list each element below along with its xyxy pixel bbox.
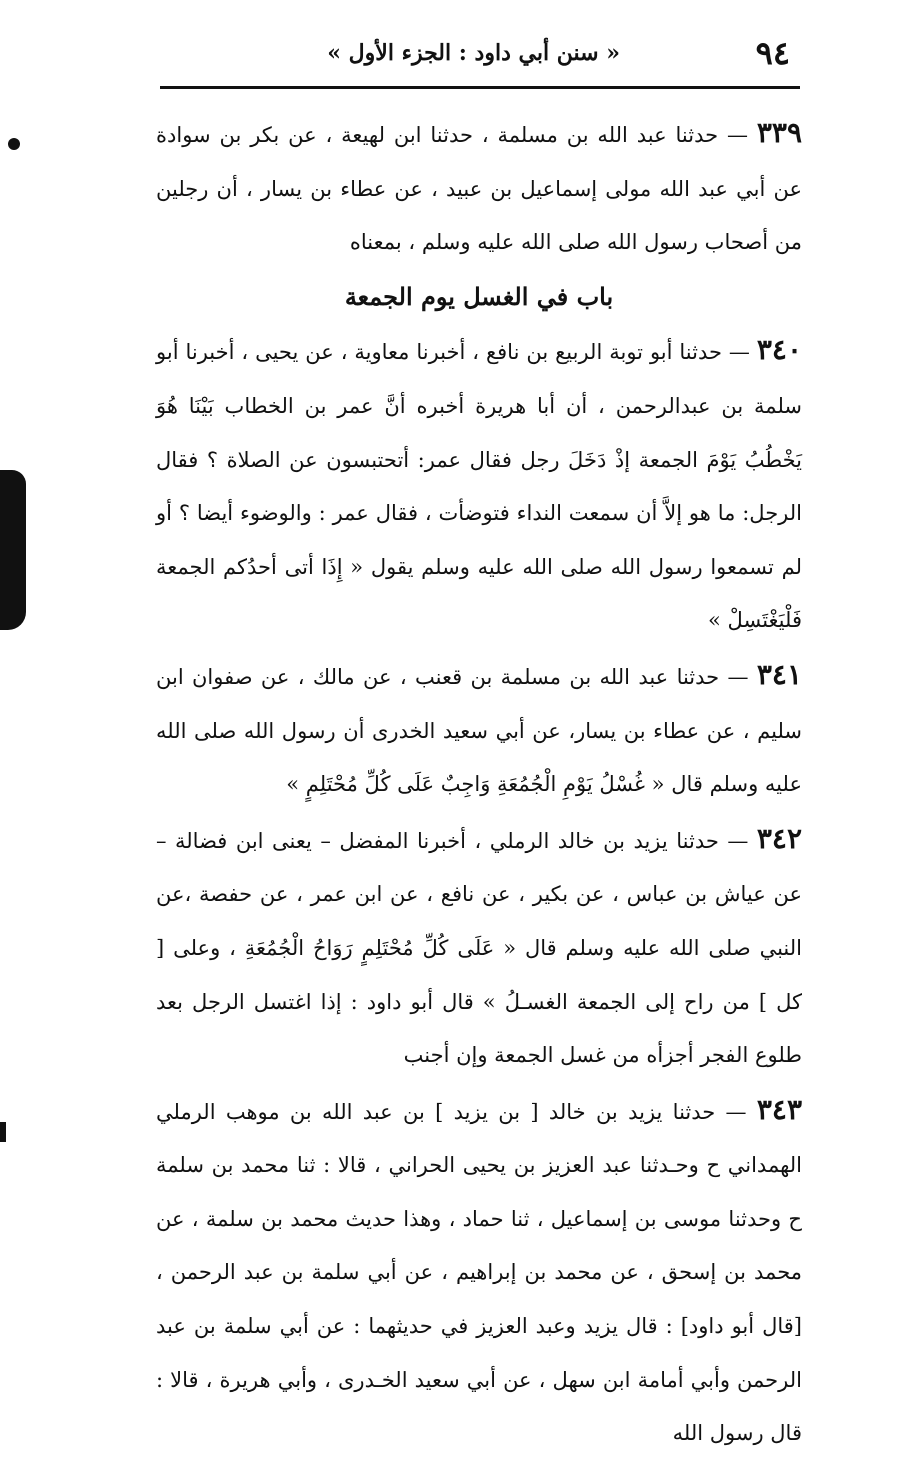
hadith-text: — حدثنا عبد الله بن مسلمة ، حدثنا ابن لهيعة ، عن بكر بن سوادة عن أبي عبد الله مولى إسماعيل بن عبيد ، عن عطاء بن يسار ، أن رجلين من أصحاب رسول الله صلى الله عليه وسلم ، بمعناه: [156, 123, 802, 255]
margin-mark: [8, 138, 20, 150]
margin-tick: [0, 1122, 6, 1142]
hadith-text: — حدثنا يزيد بن خالد الرملي ، أخبرنا المفضل – يعنى ابن فضالة – عن عياش بن عباس ، عن بكير ، عن نافع ، عن ابن عمر ، عن حفصة ،عن النبي صلى الله عليه وسلم قال « عَلَى كُلِّ مُحْتَلِمٍ رَوَاحُ الْجُمُعَةِ ، وعلى [ كل ] من راح إلى الجمعة الغسـلُ » قال أبو داود : إذا اغتسل الرجل بعد طلوع الفجر أجزأه من غسل الجمعة وإن أجنب: [156, 828, 802, 1068]
hadith-number: ٣٤٣: [756, 1092, 802, 1126]
hadith-342: [156, 812, 802, 1083]
hadith-text: — حدثنا يزيد بن خالد [ بن يزيد ] بن عبد الله بن موهب الرملي الهمداني ح وحـدثنا عبد العزيز بن يحيى الحراني ، قالا : ثنا محمد بن سلمة ح وحدثنا موسى بن إسماعيل ، ثنا حماد ، وهذا حديث محمد بن سلمة ، عن محمد بن إسحق ، عن محمد بن إبراهيم ، عن أبي سلمة بن عبد الرحمن ، [قال أبو داود] : قال يزيد وعبد العزيز في حديثهما : عن أبي سلمة بن عبد الرحمن وأبي أمامة ابن سهل ، عن أبي سعيد الخـدرى ، وأبي هريرة ، قالا : قال رسول الله: [156, 1099, 802, 1446]
hadith-number: ٣٤٢: [756, 821, 802, 855]
chapter-title: باب في الغسل يوم الجمعة: [344, 281, 614, 311]
hadith-339: [156, 106, 802, 270]
hadith-text: — حدثنا عبد الله بن مسلمة بن قعنب ، عن مالك ، عن صفوان ابن سليم ، عن عطاء بن يسار، عن أبي سعيد الخدرى أن رسول الله صلى الله عليه وسلم قال « غُسْلُ يَوْمِ الْجُمُعَةِ وَاجِبٌ عَلَى كُلِّ مُحْتَلِمٍ »: [156, 664, 802, 797]
hadith-text: — حدثنا أبو توبة الربيع بن نافع ، أخبرنا معاوية ، عن يحيى ، أخبرنا أبو سلمة بن عبدالرحمن ، أن أبا هريرة أخبره أنَّ عمر بن الخطاب بَيْنَا هُوَ يَخْطُبُ يَوْمَ الجمعة إذْ دَخَلَ رجل فقال عمر: أتحتبسون عن الصلاة ؟ فقال الرجل: ما هو إلاَّ أن سمعت النداء فتوضأت ، فقال عمر : والوضوء أيضا ؟ أو لم تسمعوا رسول الله صلى الله عليه وسلم يقول « إِذَا أتى أحدُكم الجمعة فَلْيَغْتَسِلْ »: [156, 340, 802, 633]
header-rule: [160, 86, 800, 89]
body-text: [156, 106, 802, 1461]
page-number: ٩٤: [755, 34, 790, 72]
page-header: [160, 22, 800, 84]
hadith-343: [156, 1083, 802, 1461]
hadith-341: [156, 648, 802, 812]
hadith-number: ٣٤١: [756, 657, 802, 691]
running-title: « سنن أبي داود : الجزء الأول »: [327, 40, 620, 66]
hadith-number: ٣٣٩: [756, 116, 803, 149]
hadith-340: [156, 323, 802, 648]
hadith-number: ٣٤٠: [756, 333, 802, 367]
margin-blot: [0, 470, 26, 630]
